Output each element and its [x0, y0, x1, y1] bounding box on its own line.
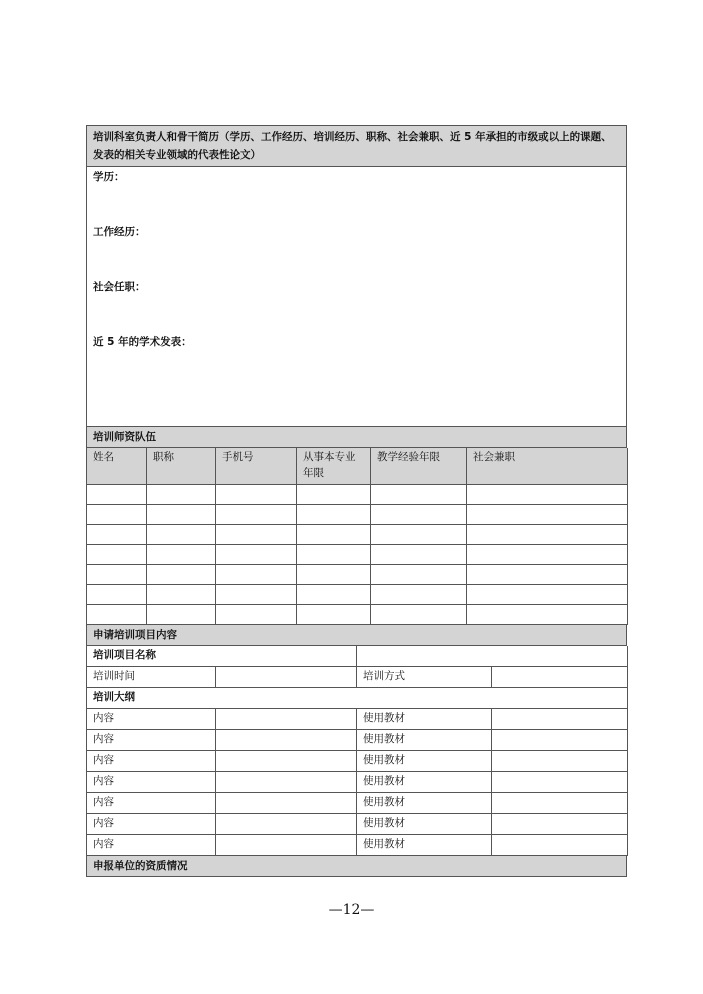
table-cell[interactable]: [371, 545, 467, 565]
content-field[interactable]: [216, 709, 357, 730]
table-cell[interactable]: [147, 485, 216, 505]
project-table: [86, 646, 628, 856]
outline-item-row: [87, 793, 628, 814]
material-field[interactable]: [492, 730, 628, 751]
material-label: 使用教材: [357, 793, 492, 814]
material-label: 使用教材: [357, 772, 492, 793]
outline-item-row: [87, 835, 628, 856]
content-label: 内容: [87, 793, 216, 814]
table-cell[interactable]: [297, 565, 371, 585]
table-cell[interactable]: [87, 485, 147, 505]
teacher-row: [87, 585, 628, 605]
table-cell[interactable]: [371, 565, 467, 585]
table-cell[interactable]: [216, 525, 297, 545]
table-cell[interactable]: [216, 585, 297, 605]
table-cell[interactable]: [87, 565, 147, 585]
material-label: 使用教材: [357, 835, 492, 856]
teacher-row: [87, 565, 628, 585]
teacher-table: [86, 448, 628, 625]
table-cell[interactable]: [147, 565, 216, 585]
material-field[interactable]: [492, 835, 628, 856]
teacher-row: [87, 525, 628, 545]
work-experience-label: 工作经历：: [93, 226, 146, 238]
col-years-specialty-header: 从事本专业年限: [297, 448, 371, 485]
table-cell[interactable]: [147, 525, 216, 545]
table-cell[interactable]: [297, 545, 371, 565]
col-social-roles-header: 社会兼职: [467, 448, 628, 485]
bio-section-header: 培训科室负责人和骨干简历（学历、工作经历、培训经历、职称、社会兼职、近 5 年承担的市级或以上的课题、发表的相关专业领域的代表性论文）: [86, 125, 627, 167]
table-cell[interactable]: [467, 605, 628, 625]
material-field[interactable]: [492, 709, 628, 730]
content-field[interactable]: [216, 814, 357, 835]
material-field[interactable]: [492, 772, 628, 793]
table-cell[interactable]: [87, 585, 147, 605]
table-cell[interactable]: [297, 585, 371, 605]
social-positions-label: 社会任职：: [93, 281, 146, 293]
table-cell[interactable]: [371, 585, 467, 605]
col-teaching-years-header: 教学经验年限: [371, 448, 467, 485]
outline-row: [87, 688, 628, 709]
outline-label: 培训大纲: [87, 688, 628, 709]
material-field[interactable]: [492, 814, 628, 835]
outline-item-row: [87, 772, 628, 793]
content-field[interactable]: [216, 730, 357, 751]
bio-section-body[interactable]: [86, 167, 627, 427]
material-label: 使用教材: [357, 751, 492, 772]
table-cell[interactable]: [467, 525, 628, 545]
table-cell[interactable]: [467, 585, 628, 605]
table-cell[interactable]: [87, 605, 147, 625]
content-field[interactable]: [216, 793, 357, 814]
table-cell[interactable]: [467, 565, 628, 585]
material-field[interactable]: [492, 793, 628, 814]
training-method-label: 培训方式: [357, 667, 492, 688]
table-cell[interactable]: [467, 545, 628, 565]
table-cell[interactable]: [297, 605, 371, 625]
table-cell[interactable]: [216, 505, 297, 525]
teacher-table-header-row: [87, 448, 628, 485]
table-cell[interactable]: [297, 485, 371, 505]
table-cell[interactable]: [467, 505, 628, 525]
outline-item-row: [87, 709, 628, 730]
table-cell[interactable]: [371, 525, 467, 545]
content-label: 内容: [87, 814, 216, 835]
project-time-row: [87, 667, 628, 688]
page-number: —12—: [328, 902, 375, 918]
material-label: 使用教材: [357, 814, 492, 835]
content-label: 内容: [87, 730, 216, 751]
table-cell[interactable]: [216, 545, 297, 565]
content-field[interactable]: [216, 751, 357, 772]
table-cell[interactable]: [371, 605, 467, 625]
project-name-row: [87, 646, 628, 667]
teacher-section-header: 培训师资队伍: [86, 427, 627, 448]
application-form: [86, 125, 627, 877]
training-time-field[interactable]: [216, 667, 357, 688]
content-label: 内容: [87, 835, 216, 856]
col-phone-header: 手机号: [216, 448, 297, 485]
col-title-header: 职称: [147, 448, 216, 485]
teacher-row: [87, 605, 628, 625]
table-cell[interactable]: [87, 525, 147, 545]
outline-item-row: [87, 730, 628, 751]
table-cell[interactable]: [216, 485, 297, 505]
content-field[interactable]: [216, 835, 357, 856]
outline-item-row: [87, 814, 628, 835]
material-label: 使用教材: [357, 730, 492, 751]
outline-item-row: [87, 751, 628, 772]
table-cell[interactable]: [147, 505, 216, 525]
teacher-row: [87, 505, 628, 525]
content-label: 内容: [87, 751, 216, 772]
table-cell[interactable]: [87, 505, 147, 525]
project-name-field[interactable]: [357, 646, 628, 667]
table-cell[interactable]: [87, 545, 147, 565]
qualification-section-header: 申报单位的资质情况: [86, 856, 627, 877]
content-field[interactable]: [216, 772, 357, 793]
material-label: 使用教材: [357, 709, 492, 730]
education-label: 学历：: [93, 171, 125, 183]
content-label: 内容: [87, 709, 216, 730]
training-time-label: 培训时间: [87, 667, 216, 688]
project-name-label: 培训项目名称: [87, 646, 357, 667]
table-cell[interactable]: [297, 505, 371, 525]
table-cell[interactable]: [371, 485, 467, 505]
project-section-header: 申请培训项目内容: [86, 625, 627, 646]
publications-label: 近 5 年的学术发表：: [93, 336, 192, 348]
table-cell[interactable]: [467, 485, 628, 505]
teacher-row: [87, 545, 628, 565]
training-method-field[interactable]: [492, 667, 628, 688]
material-field[interactable]: [492, 751, 628, 772]
table-cell[interactable]: [147, 585, 216, 605]
col-name-header: 姓名: [87, 448, 147, 485]
table-cell[interactable]: [147, 545, 216, 565]
teacher-row: [87, 485, 628, 505]
table-cell[interactable]: [371, 505, 467, 525]
table-cell[interactable]: [216, 565, 297, 585]
content-label: 内容: [87, 772, 216, 793]
table-cell[interactable]: [297, 525, 371, 545]
table-cell[interactable]: [216, 605, 297, 625]
table-cell[interactable]: [147, 605, 216, 625]
